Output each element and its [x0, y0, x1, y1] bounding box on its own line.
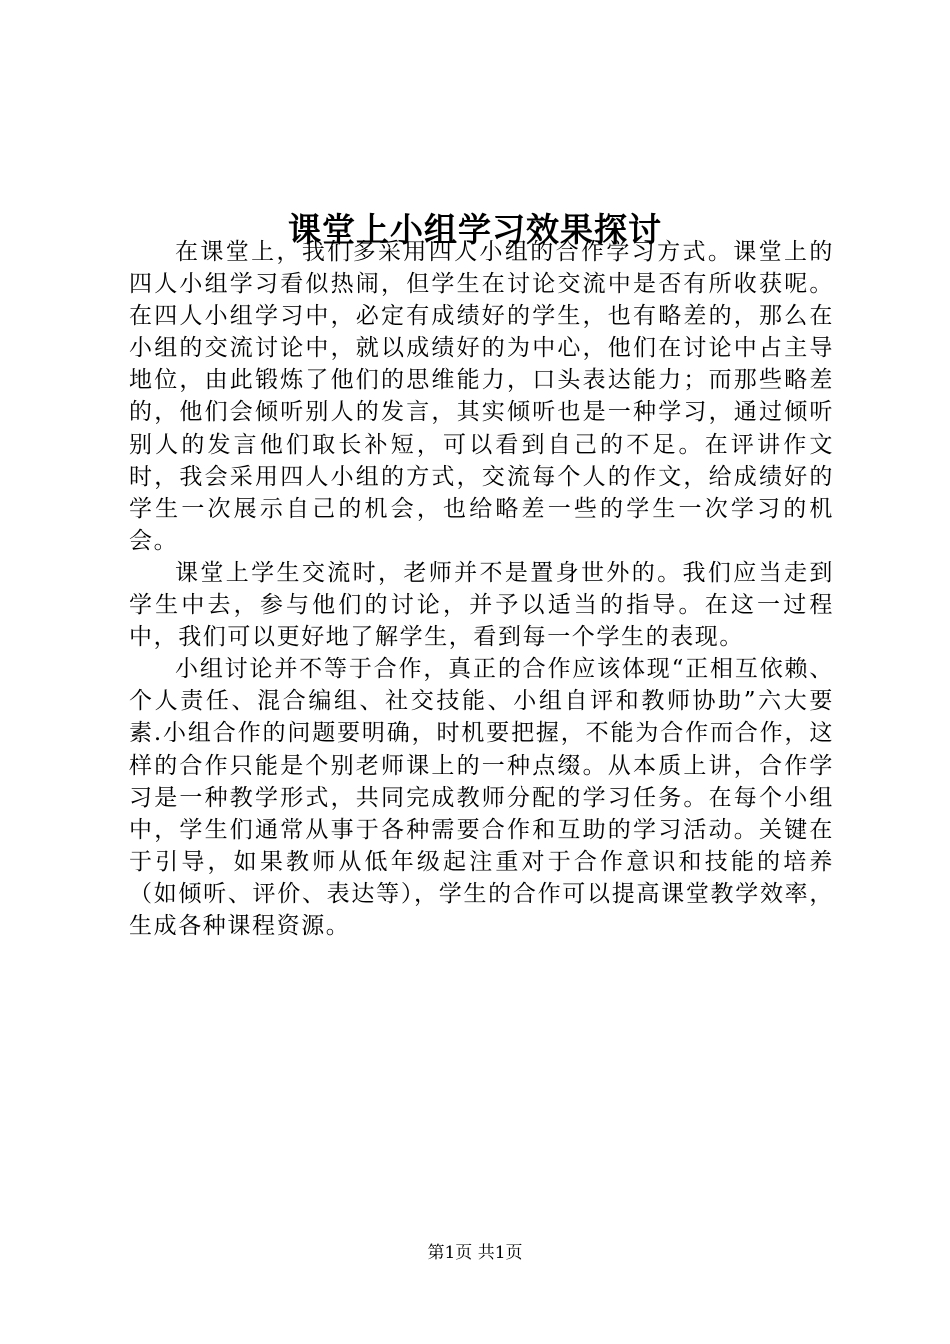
page-title: 课堂上小组学习效果探讨	[288, 210, 662, 250]
body-paragraph-1: 在课堂上，我们多采用四人小组的合作学习方式。课堂上的四人小组学习看似热闹，但学生在讨论交流中是否有所收获呢。在四人小组学习中，必定有成绩好的学生，也有略差的，那么在小组的交流讨论中，就以成绩好的为中心，他们在讨论中占主导地位，由此锻炼了他们的思维能力，口头表达能力；而那些略差的，他们会倾听别人的发言，其实倾听也是一种学习，通过倾听别人的发言他们取长补短，可以看到自己的不足。在评讲作文时，我会采用四人小组的方式，交流每个人的作文，给成绩好的学生一次展示自己的机会，也给略差一些的学生一次学习的机会。	[129, 239, 834, 554]
document-body	[129, 236, 834, 942]
body-paragraph-3: 小组讨论并不等于合作，真正的合作应该体现“正相互依赖、个人责任、混合编组、社交技能、小组自评和教师协助”六大要素.小组合作的问题要明确，时机要把握，不能为合作而合作，这样的合作只能是个别老师课上的一种点缀。从本质上讲，合作学习是一种教学形式，共同完成教师分配的学习任务。在每个小组中，学生们通常从事于各种需要合作和互助的学习活动。关键在于引导，如果教师从低年级起注重对于合作意识和技能的培养（如倾听、评价、表达等），学生的合作可以提高课堂教学效率，生成各种课程资源。	[129, 656, 834, 939]
page-footer: 第1页 共1页	[427, 1243, 523, 1263]
body-paragraph-2: 课堂上学生交流时，老师并不是置身世外的。我们应当走到学生中去，参与他们的讨论，并予以适当的指导。在这一过程中，我们可以更好地了解学生，看到每一个学生的表现。	[129, 559, 834, 651]
